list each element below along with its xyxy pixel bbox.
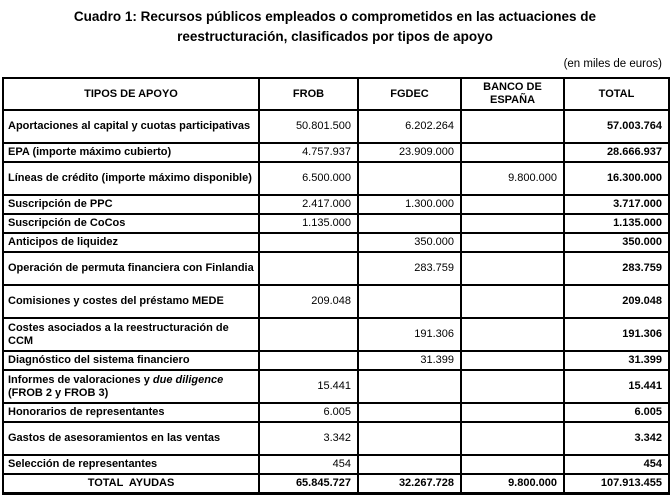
- frob-value: 1.135.000: [259, 214, 358, 233]
- table-title: Cuadro 1: Recursos públicos empleados o comprometidos en las actuaciones de reestructuración, clasificados por tipos de apoyo: [73, 9, 597, 44]
- banco-value: 9.800.000: [461, 162, 564, 195]
- banco-value: [461, 195, 564, 214]
- table-row: [3, 403, 669, 422]
- row-label: Gastos de asesoramientos en las ventas: [3, 422, 259, 455]
- col-header-tipos-de-apoyo: TIPOS DE APOYO: [3, 78, 259, 110]
- banco-value: [461, 455, 564, 474]
- frob-value: 6.005: [259, 403, 358, 422]
- frob-value: 454: [259, 455, 358, 474]
- row-label: EPA (importe máximo cubierto): [3, 143, 259, 162]
- header-row: [3, 78, 669, 110]
- frob-value: 2.417.000: [259, 195, 358, 214]
- support-types-table: [2, 77, 670, 495]
- fgdec-value: 31.399: [358, 351, 461, 370]
- fgdec-value: 23.909.000: [358, 143, 461, 162]
- row-label: Líneas de crédito (importe máximo disponible): [3, 162, 259, 195]
- row-label: Suscripción de PPC: [3, 195, 259, 214]
- total-value: 209.048: [564, 285, 669, 318]
- fgdec-value: 283.759: [358, 252, 461, 285]
- frob-value: 15.441: [259, 370, 358, 403]
- col-header-fgdec: FGDEC: [358, 78, 461, 110]
- row-label: Diagnóstico del sistema financiero: [3, 351, 259, 370]
- row-label-text: (FROB 2 y FROB 3): [8, 386, 109, 399]
- frob-value: [259, 351, 358, 370]
- total-value: 454: [564, 455, 669, 474]
- total-row-label: TOTAL AYUDAS: [3, 474, 259, 494]
- table-row: [3, 370, 669, 403]
- grand-total-value: 107.913.455: [564, 474, 669, 494]
- total-value: 191.306: [564, 318, 669, 351]
- fgdec-value: 350.000: [358, 233, 461, 252]
- total-value: 16.300.000: [564, 162, 669, 195]
- table-row: [3, 285, 669, 318]
- fgdec-value: 6.202.264: [358, 110, 461, 143]
- table-row: [3, 162, 669, 195]
- row-label: Operación de permuta financiera con Finlandia: [3, 252, 259, 285]
- banco-value: [461, 110, 564, 143]
- frob-value: 50.801.500: [259, 110, 358, 143]
- total-value: 15.441: [564, 370, 669, 403]
- table-row: [3, 318, 669, 351]
- fgdec-value: 191.306: [358, 318, 461, 351]
- banco-value: [461, 285, 564, 318]
- row-label: Suscripción de CoCos: [3, 214, 259, 233]
- row-label: Selección de representantes: [3, 455, 259, 474]
- col-header-banco-de-espana: BANCO DE ESPAÑA: [461, 78, 564, 110]
- row-label-text: Informes de valoraciones y: [8, 373, 153, 386]
- frob-total-value: 65.845.727: [259, 474, 358, 494]
- banco-value: [461, 318, 564, 351]
- total-value: 28.666.937: [564, 143, 669, 162]
- table-row: [3, 110, 669, 143]
- row-label-italic-text: due diligence: [152, 373, 224, 386]
- col-header-frob: FROB: [259, 78, 358, 110]
- table-row: [3, 233, 669, 252]
- banco-value: [461, 252, 564, 285]
- banco-value: [461, 214, 564, 233]
- fgdec-value: [358, 162, 461, 195]
- frob-value: 4.757.937: [259, 143, 358, 162]
- frob-value: 3.342: [259, 422, 358, 455]
- total-value: 350.000: [564, 233, 669, 252]
- row-label: Costes asociados a la reestructuración de CCM: [3, 318, 259, 351]
- table-row: [3, 195, 669, 214]
- total-value: 6.005: [564, 403, 669, 422]
- frob-value: [259, 318, 358, 351]
- total-row: [3, 474, 669, 494]
- total-value: 3.717.000: [564, 195, 669, 214]
- fgdec-value: 1.300.000: [358, 195, 461, 214]
- banco-value: [461, 403, 564, 422]
- banco-value: [461, 370, 564, 403]
- table-row: [3, 455, 669, 474]
- frob-value: [259, 233, 358, 252]
- row-label: Aportaciones al capital y cuotas participativas: [3, 110, 259, 143]
- table-row: [3, 252, 669, 285]
- fgdec-value: [358, 370, 461, 403]
- frob-value: 6.500.000: [259, 162, 358, 195]
- row-label: [3, 370, 259, 403]
- table-row: [3, 214, 669, 233]
- total-value: 283.759: [564, 252, 669, 285]
- fgdec-value: [358, 403, 461, 422]
- row-label: Honorarios de representantes: [3, 403, 259, 422]
- row-label: Anticipos de liquidez: [3, 233, 259, 252]
- table-row: [3, 422, 669, 455]
- banco-value: [461, 143, 564, 162]
- frob-value: 209.048: [259, 285, 358, 318]
- col-header-total: TOTAL: [564, 78, 669, 110]
- fgdec-value: [358, 214, 461, 233]
- row-label: Comisiones y costes del préstamo MEDE: [3, 285, 259, 318]
- frob-value: [259, 252, 358, 285]
- banco-value: [461, 351, 564, 370]
- total-value: 1.135.000: [564, 214, 669, 233]
- banco-value: [461, 233, 564, 252]
- total-value: 31.399: [564, 351, 669, 370]
- fgdec-total-value: 32.267.728: [358, 474, 461, 494]
- total-value: 3.342: [564, 422, 669, 455]
- fgdec-value: [358, 285, 461, 318]
- table-row: [3, 351, 669, 370]
- fgdec-value: [358, 422, 461, 455]
- unit-note: (en miles de euros): [563, 58, 662, 71]
- fgdec-value: [358, 455, 461, 474]
- total-value: 57.003.764: [564, 110, 669, 143]
- banco-total-value: 9.800.000: [461, 474, 564, 494]
- banco-value: [461, 422, 564, 455]
- table-row: [3, 143, 669, 162]
